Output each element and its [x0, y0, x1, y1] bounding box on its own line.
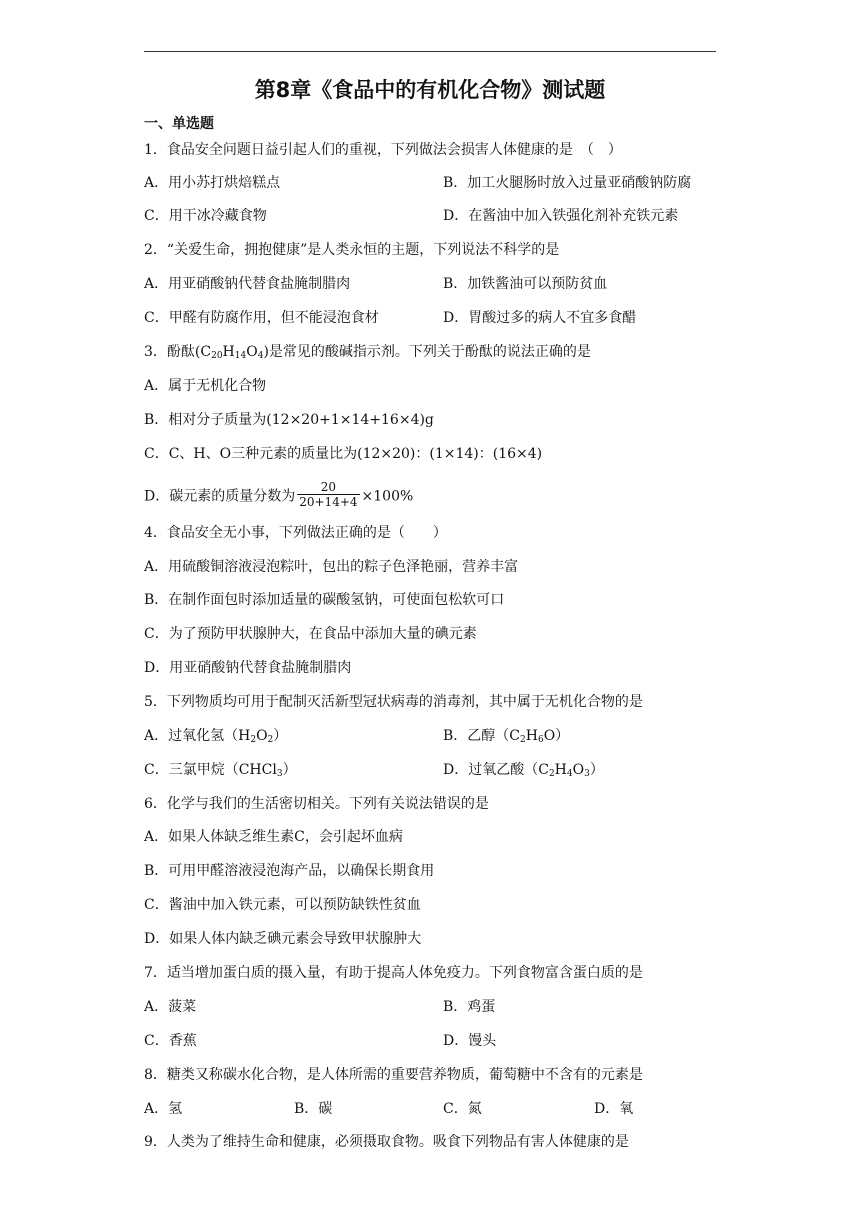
question-5-option-a: [144, 726, 287, 750]
formula-subscript: 2: [520, 735, 526, 745]
formula-subscript: 2: [548, 769, 555, 779]
question-3-stem-pre: 3．酚酞(C: [144, 344, 212, 360]
question-2-option-c: C．甲醛有防腐作用，但不能浸泡食材: [144, 310, 379, 326]
question-4-option-b: B．在制作面包时添加适量的碳酸氢钠，可使面包松软可口: [144, 592, 505, 608]
question-3-option-a: A．属于无机化合物: [144, 378, 267, 394]
question-7-stem: 7．适当增加蛋白质的摄入量，有助于提高人体免疫力。下列食物富含蛋白质的是: [144, 965, 643, 981]
question-4-stem: 4．食品安全无小事，下列做法正确的是（ ）: [144, 525, 447, 541]
question-2-stem: 2．“关爱生命，拥抱健康”是人类永恒的主题，下列说法不科学的是: [144, 242, 560, 258]
formula-subscript: 2: [267, 735, 274, 745]
formula-element: H: [525, 728, 538, 744]
question-3-option-b: B．相对分子质量为(12×20+1×14+16×4)g: [144, 412, 434, 428]
question-7-option-b: B．鸡蛋: [443, 999, 496, 1015]
fraction-numerator: 20: [320, 480, 337, 494]
question-6-option-c: C．酱油中加入铁元素，可以预防缺铁性贫血: [144, 897, 421, 913]
option-text: B．乙醇（C: [443, 728, 520, 744]
question-6-option-a: A．如果人体缺乏维生素C，会引起坏血病: [144, 829, 403, 845]
question-2-option-a: A．用亚硝酸钠代替食盐腌制腊肉: [144, 276, 351, 292]
question-1-option-c: C．用干冰冷藏食物: [144, 208, 267, 224]
question-4-option-a: A．用硫酸铜溶液浸泡粽叶，包出的粽子色泽艳丽，营养丰富: [144, 559, 519, 575]
formula-subscript: 6: [537, 735, 544, 745]
formula-subscript: 3: [276, 769, 283, 779]
option-d-prefix: D．碳元素的质量分数为: [144, 488, 296, 505]
question-3-option-d: [144, 482, 413, 511]
option-d-suffix: ×100%: [361, 488, 414, 505]
formula-element: O: [246, 344, 258, 360]
option-text: ）: [273, 728, 288, 744]
question-4-option-d: D．用亚硝酸钠代替食盐腌制腊肉: [144, 660, 352, 676]
question-2-option-d: D．胃酸过多的病人不宜多食醋: [443, 310, 637, 326]
question-1-option-b: B．加工火腿肠时放入过量亚硝酸钠防腐: [443, 175, 692, 191]
fraction: [297, 480, 359, 509]
question-1-option-a: A．用小苏打烘焙糕点: [144, 175, 281, 191]
question-5-option-d: [443, 760, 604, 784]
option-text: C．三氯甲烷（CHCl: [144, 762, 277, 778]
question-5-option-c: [144, 760, 297, 784]
option-text: A．过氧化氢（H: [144, 728, 251, 744]
question-5-stem: 5．下列物质均可用于配制灭活新型冠状病毒的消毒剂，其中属于无机化合物的是: [144, 694, 643, 710]
question-6-option-d: D．如果人体内缺乏碘元素会导致甲状腺肿大: [144, 931, 422, 947]
header-rule: [144, 51, 716, 52]
question-1-stem: 1．食品安全问题日益引起人们的重视，下列做法会损害人体健康的是 （ ）: [144, 142, 622, 158]
question-6-stem: 6．化学与我们的生活密切相关。下列有关说法错误的是: [144, 796, 489, 812]
question-3-stem: [144, 342, 591, 366]
question-8-option-c: C．氮: [443, 1101, 482, 1117]
option-text: ）: [589, 762, 604, 778]
section-heading: 一、单选题: [144, 116, 214, 132]
formula-subscript: 3: [584, 769, 590, 779]
formula-element: O: [572, 762, 585, 778]
formula-element: O: [256, 728, 268, 744]
option-text: O）: [543, 728, 570, 744]
formula-subscript: 20: [211, 351, 223, 361]
question-7-option-c: C．香蕉: [144, 1033, 197, 1049]
question-2-option-b: B．加铁酱油可以预防贫血: [443, 276, 608, 292]
question-7-option-d: D．馒头: [443, 1033, 497, 1049]
fraction-denominator: 20+14+4: [299, 495, 358, 509]
question-8-option-b: B．碳: [294, 1101, 333, 1117]
formula-element: H: [554, 762, 567, 778]
option-text: ）: [282, 762, 297, 778]
formula-subscript: 4: [566, 769, 573, 779]
question-5-option-b: [443, 726, 569, 750]
question-8-option-d: D．氧: [594, 1101, 634, 1117]
question-3-stem-post: )是常见的酸碱指示剂。下列关于酚酞的说法正确的是: [263, 344, 591, 360]
formula-subscript: 4: [257, 351, 264, 361]
question-4-option-c: C．为了预防甲状腺肿大，在食品中添加大量的碘元素: [144, 626, 477, 642]
question-8-stem: 8．糖类又称碳水化合物，是人体所需的重要营养物质，葡萄糖中不含有的元素是: [144, 1067, 643, 1083]
option-text: D．过氧乙酸（C: [443, 762, 549, 778]
formula-element: H: [222, 344, 235, 360]
formula-subscript: 14: [234, 351, 247, 361]
question-3-option-c: C．C、H、O三种元素的质量比为(12×20)：(1×14)：(16×4): [144, 446, 543, 462]
question-9-stem: 9．人类为了维持生命和健康，必须摄取食物。吸食下列物品有害人体健康的是: [144, 1134, 629, 1150]
question-7-option-a: A．菠菜: [144, 999, 197, 1015]
question-6-option-b: B．可用甲醛溶液浸泡海产品，以确保长期食用: [144, 863, 435, 879]
formula-subscript: 2: [250, 735, 257, 745]
question-8-option-a: A．氢: [144, 1101, 183, 1117]
page-title: 第8章《食品中的有机化合物》测试题: [254, 78, 606, 102]
question-1-option-d: D．在酱油中加入铁强化剂补充铁元素: [443, 208, 679, 224]
